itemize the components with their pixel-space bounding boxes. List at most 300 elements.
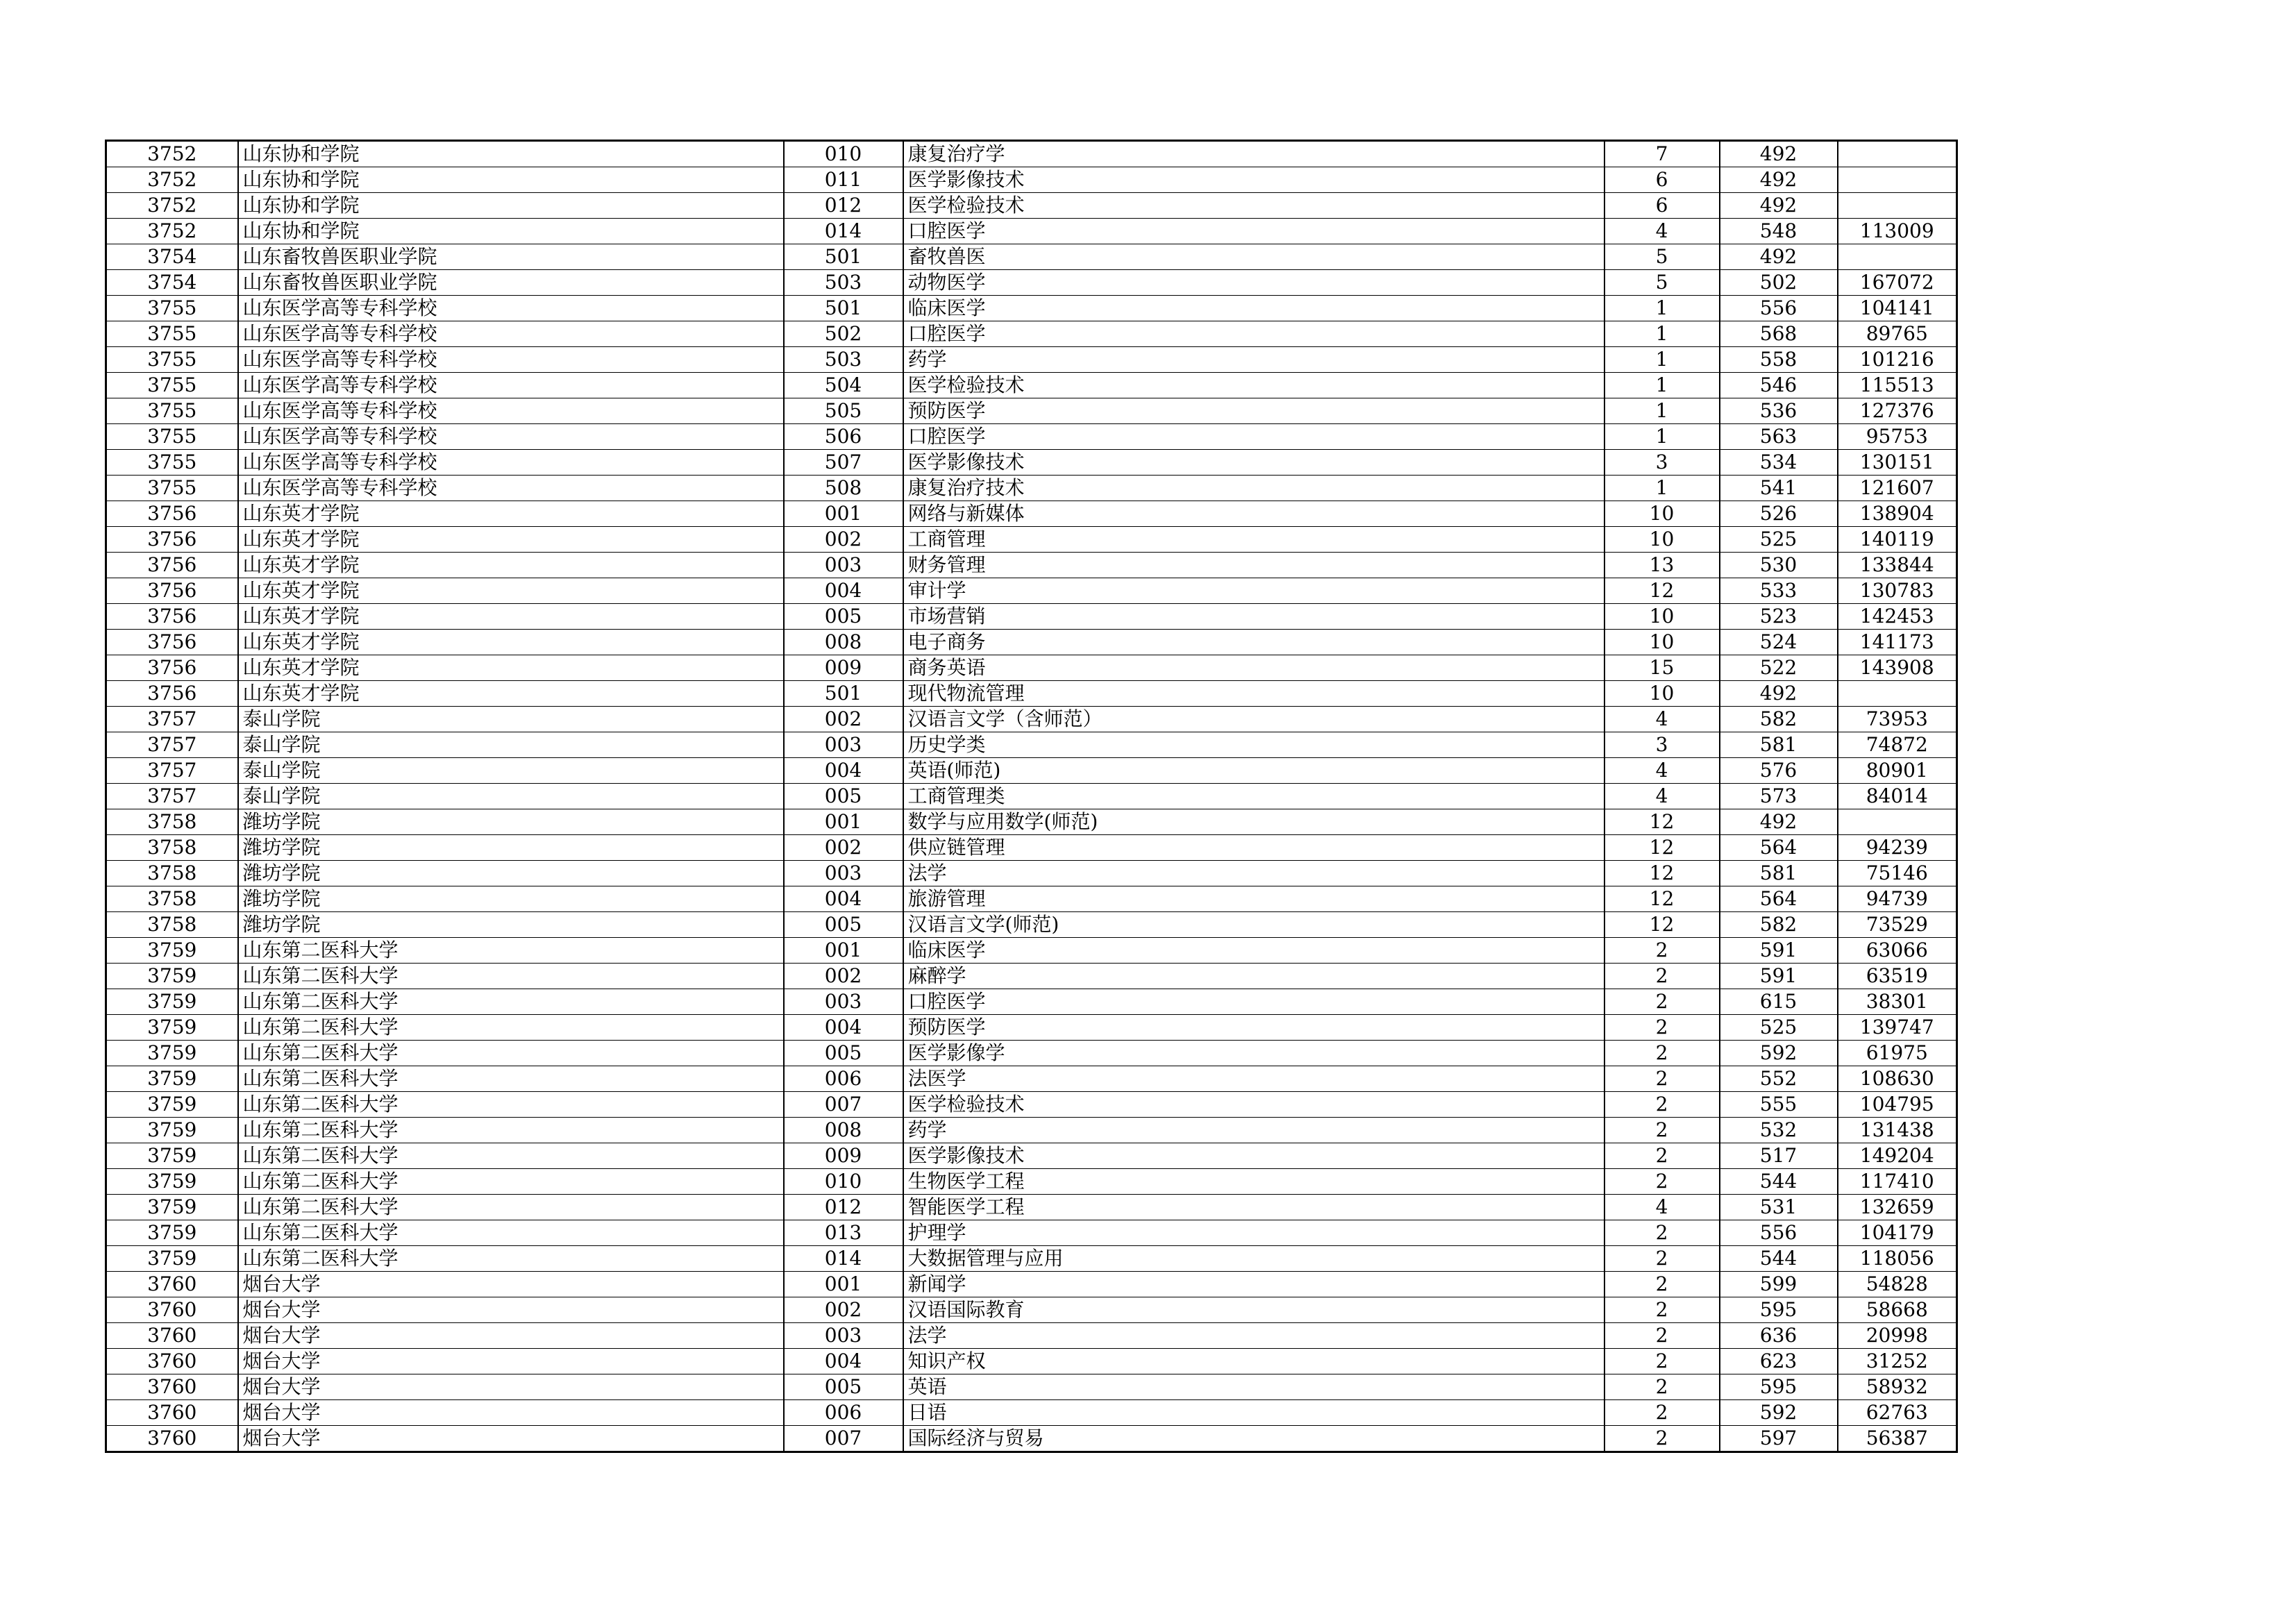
major-code-cell: 014	[784, 1246, 903, 1272]
table-row	[106, 732, 1957, 758]
major-name-cell: 大数据管理与应用	[903, 1246, 1604, 1272]
min-score-cell: 522	[1720, 655, 1838, 681]
major-name-cell: 医学影像技术	[903, 1143, 1604, 1169]
major-code-cell: 007	[784, 1426, 903, 1452]
min-rank-cell	[1838, 167, 1957, 193]
table-row	[106, 630, 1957, 655]
school-name-cell: 烟台大学	[238, 1272, 784, 1297]
major-name-cell: 药学	[903, 347, 1604, 373]
school-code-cell: 3759	[106, 1220, 238, 1246]
min-score-cell: 532	[1720, 1118, 1838, 1143]
major-code-cell: 006	[784, 1066, 903, 1092]
major-name-cell: 口腔医学	[903, 321, 1604, 347]
major-code-cell: 005	[784, 1041, 903, 1066]
major-code-cell: 003	[784, 989, 903, 1015]
major-code-cell: 004	[784, 886, 903, 912]
table-row	[106, 1041, 1957, 1066]
major-code-cell: 507	[784, 450, 903, 476]
major-name-cell: 汉语国际教育	[903, 1297, 1604, 1323]
major-name-cell: 医学影像技术	[903, 167, 1604, 193]
min-rank-cell: 62763	[1838, 1400, 1957, 1426]
plan-count-cell: 12	[1604, 861, 1720, 886]
school-name-cell: 山东畜牧兽医职业学院	[238, 244, 784, 270]
school-name-cell: 山东协和学院	[238, 193, 784, 219]
table-row	[106, 578, 1957, 604]
plan-count-cell: 2	[1604, 1066, 1720, 1092]
table-row	[106, 244, 1957, 270]
major-name-cell: 畜牧兽医	[903, 244, 1604, 270]
min-score-cell: 591	[1720, 964, 1838, 989]
plan-count-cell: 2	[1604, 989, 1720, 1015]
plan-count-cell: 10	[1604, 630, 1720, 655]
school-name-cell: 潍坊学院	[238, 861, 784, 886]
plan-count-cell: 2	[1604, 1323, 1720, 1349]
min-score-cell: 556	[1720, 1220, 1838, 1246]
school-name-cell: 烟台大学	[238, 1349, 784, 1374]
table-row	[106, 296, 1957, 321]
school-code-cell: 3754	[106, 270, 238, 296]
major-name-cell: 药学	[903, 1118, 1604, 1143]
min-rank-cell: 73953	[1838, 707, 1957, 732]
min-rank-cell: 139747	[1838, 1015, 1957, 1041]
min-score-cell: 492	[1720, 167, 1838, 193]
school-code-cell: 3759	[106, 964, 238, 989]
major-code-cell: 010	[784, 1169, 903, 1195]
min-score-cell: 492	[1720, 244, 1838, 270]
school-code-cell: 3759	[106, 1118, 238, 1143]
min-score-cell: 563	[1720, 424, 1838, 450]
major-name-cell: 口腔医学	[903, 219, 1604, 244]
school-code-cell: 3756	[106, 655, 238, 681]
school-name-cell: 山东英才学院	[238, 527, 784, 553]
major-code-cell: 005	[784, 1374, 903, 1400]
table-row	[106, 707, 1957, 732]
min-score-cell: 556	[1720, 296, 1838, 321]
min-rank-cell: 61975	[1838, 1041, 1957, 1066]
min-score-cell: 636	[1720, 1323, 1838, 1349]
school-name-cell: 山东第二医科大学	[238, 1220, 784, 1246]
min-rank-cell: 115513	[1838, 373, 1957, 398]
min-rank-cell: 133844	[1838, 553, 1957, 578]
plan-count-cell: 15	[1604, 655, 1720, 681]
school-code-cell: 3757	[106, 758, 238, 784]
min-score-cell: 525	[1720, 527, 1838, 553]
plan-count-cell: 3	[1604, 450, 1720, 476]
plan-count-cell: 1	[1604, 424, 1720, 450]
min-rank-cell: 121607	[1838, 476, 1957, 501]
min-rank-cell: 141173	[1838, 630, 1957, 655]
plan-count-cell: 4	[1604, 758, 1720, 784]
major-name-cell: 医学检验技术	[903, 1092, 1604, 1118]
min-rank-cell: 104179	[1838, 1220, 1957, 1246]
school-name-cell: 山东英才学院	[238, 655, 784, 681]
school-name-cell: 山东第二医科大学	[238, 1143, 784, 1169]
min-rank-cell: 149204	[1838, 1143, 1957, 1169]
major-name-cell: 财务管理	[903, 553, 1604, 578]
school-code-cell: 3756	[106, 578, 238, 604]
school-code-cell: 3760	[106, 1323, 238, 1349]
min-score-cell: 564	[1720, 835, 1838, 861]
plan-count-cell: 12	[1604, 809, 1720, 835]
major-name-cell: 现代物流管理	[903, 681, 1604, 707]
school-name-cell: 潍坊学院	[238, 809, 784, 835]
major-code-cell: 501	[784, 681, 903, 707]
min-score-cell: 582	[1720, 707, 1838, 732]
min-rank-cell	[1838, 244, 1957, 270]
table-row	[106, 1400, 1957, 1426]
min-rank-cell: 104141	[1838, 296, 1957, 321]
plan-count-cell: 4	[1604, 707, 1720, 732]
major-name-cell: 工商管理	[903, 527, 1604, 553]
min-rank-cell: 127376	[1838, 398, 1957, 424]
school-name-cell: 山东英才学院	[238, 501, 784, 527]
plan-count-cell: 2	[1604, 964, 1720, 989]
major-name-cell: 商务英语	[903, 655, 1604, 681]
table-row	[106, 1246, 1957, 1272]
school-name-cell: 山东第二医科大学	[238, 1066, 784, 1092]
major-name-cell: 电子商务	[903, 630, 1604, 655]
school-code-cell: 3760	[106, 1349, 238, 1374]
school-name-cell: 山东第二医科大学	[238, 1041, 784, 1066]
min-score-cell: 599	[1720, 1272, 1838, 1297]
plan-count-cell: 2	[1604, 1297, 1720, 1323]
school-code-cell: 3755	[106, 321, 238, 347]
school-code-cell: 3755	[106, 424, 238, 450]
school-code-cell: 3755	[106, 476, 238, 501]
major-code-cell: 503	[784, 270, 903, 296]
major-code-cell: 007	[784, 1092, 903, 1118]
min-score-cell: 526	[1720, 501, 1838, 527]
min-rank-cell: 130783	[1838, 578, 1957, 604]
min-rank-cell: 108630	[1838, 1066, 1957, 1092]
school-name-cell: 山东协和学院	[238, 167, 784, 193]
school-name-cell: 泰山学院	[238, 732, 784, 758]
min-score-cell: 595	[1720, 1374, 1838, 1400]
school-name-cell: 山东医学高等专科学校	[238, 347, 784, 373]
major-name-cell: 医学影像学	[903, 1041, 1604, 1066]
major-name-cell: 新闻学	[903, 1272, 1604, 1297]
major-code-cell: 004	[784, 758, 903, 784]
min-rank-cell: 132659	[1838, 1195, 1957, 1220]
major-name-cell: 网络与新媒体	[903, 501, 1604, 527]
major-name-cell: 数学与应用数学(师范)	[903, 809, 1604, 835]
min-score-cell: 517	[1720, 1143, 1838, 1169]
table-row	[106, 886, 1957, 912]
min-rank-cell: 143908	[1838, 655, 1957, 681]
school-name-cell: 山东英才学院	[238, 553, 784, 578]
min-score-cell: 492	[1720, 141, 1838, 167]
school-name-cell: 泰山学院	[238, 707, 784, 732]
school-code-cell: 3756	[106, 630, 238, 655]
major-code-cell: 505	[784, 398, 903, 424]
plan-count-cell: 10	[1604, 527, 1720, 553]
major-name-cell: 汉语言文学（含师范）	[903, 707, 1604, 732]
school-name-cell: 烟台大学	[238, 1426, 784, 1452]
major-code-cell: 009	[784, 655, 903, 681]
plan-count-cell: 12	[1604, 886, 1720, 912]
major-code-cell: 011	[784, 167, 903, 193]
plan-count-cell: 1	[1604, 373, 1720, 398]
school-name-cell: 潍坊学院	[238, 886, 784, 912]
min-rank-cell: 94739	[1838, 886, 1957, 912]
school-name-cell: 山东第二医科大学	[238, 1169, 784, 1195]
major-code-cell: 002	[784, 527, 903, 553]
major-name-cell: 医学检验技术	[903, 193, 1604, 219]
major-name-cell: 国际经济与贸易	[903, 1426, 1604, 1452]
school-name-cell: 山东英才学院	[238, 630, 784, 655]
major-name-cell: 法学	[903, 861, 1604, 886]
table-row	[106, 655, 1957, 681]
school-code-cell: 3759	[106, 1015, 238, 1041]
major-name-cell: 医学检验技术	[903, 373, 1604, 398]
school-code-cell: 3758	[106, 835, 238, 861]
min-score-cell: 544	[1720, 1246, 1838, 1272]
min-rank-cell: 118056	[1838, 1246, 1957, 1272]
table-row	[106, 476, 1957, 501]
school-name-cell: 山东第二医科大学	[238, 964, 784, 989]
min-score-cell: 581	[1720, 861, 1838, 886]
major-code-cell: 002	[784, 835, 903, 861]
min-score-cell: 531	[1720, 1195, 1838, 1220]
school-code-cell: 3759	[106, 1041, 238, 1066]
min-rank-cell: 63519	[1838, 964, 1957, 989]
plan-count-cell: 12	[1604, 578, 1720, 604]
major-name-cell: 麻醉学	[903, 964, 1604, 989]
school-code-cell: 3758	[106, 886, 238, 912]
table-row	[106, 1066, 1957, 1092]
school-code-cell: 3752	[106, 141, 238, 167]
school-name-cell: 山东第二医科大学	[238, 1246, 784, 1272]
plan-count-cell: 5	[1604, 270, 1720, 296]
major-code-cell: 010	[784, 141, 903, 167]
table-row	[106, 527, 1957, 553]
table-row	[106, 219, 1957, 244]
min-score-cell: 530	[1720, 553, 1838, 578]
table-row	[106, 1015, 1957, 1041]
min-rank-cell: 89765	[1838, 321, 1957, 347]
major-name-cell: 动物医学	[903, 270, 1604, 296]
plan-count-cell: 1	[1604, 476, 1720, 501]
min-score-cell: 558	[1720, 347, 1838, 373]
plan-count-cell: 12	[1604, 835, 1720, 861]
plan-count-cell: 3	[1604, 732, 1720, 758]
plan-count-cell: 2	[1604, 1272, 1720, 1297]
major-code-cell: 001	[784, 938, 903, 964]
school-name-cell: 山东英才学院	[238, 578, 784, 604]
school-code-cell: 3759	[106, 1143, 238, 1169]
major-code-cell: 008	[784, 1118, 903, 1143]
school-name-cell: 山东医学高等专科学校	[238, 321, 784, 347]
major-name-cell: 预防医学	[903, 1015, 1604, 1041]
school-code-cell: 3752	[106, 219, 238, 244]
min-rank-cell: 84014	[1838, 784, 1957, 809]
major-code-cell: 003	[784, 1323, 903, 1349]
plan-count-cell: 7	[1604, 141, 1720, 167]
major-name-cell: 临床医学	[903, 296, 1604, 321]
plan-count-cell: 1	[1604, 347, 1720, 373]
min-score-cell: 524	[1720, 630, 1838, 655]
school-name-cell: 山东第二医科大学	[238, 989, 784, 1015]
school-name-cell: 山东第二医科大学	[238, 1092, 784, 1118]
table-row	[106, 321, 1957, 347]
school-code-cell: 3760	[106, 1400, 238, 1426]
table-row	[106, 1092, 1957, 1118]
major-name-cell: 日语	[903, 1400, 1604, 1426]
min-score-cell: 548	[1720, 219, 1838, 244]
table-row	[106, 604, 1957, 630]
major-name-cell: 康复治疗技术	[903, 476, 1604, 501]
school-code-cell: 3757	[106, 784, 238, 809]
school-code-cell: 3759	[106, 1169, 238, 1195]
school-name-cell: 山东第二医科大学	[238, 1118, 784, 1143]
school-name-cell: 山东协和学院	[238, 141, 784, 167]
min-rank-cell: 167072	[1838, 270, 1957, 296]
table-row	[106, 1143, 1957, 1169]
min-rank-cell: 80901	[1838, 758, 1957, 784]
school-name-cell: 山东第二医科大学	[238, 938, 784, 964]
major-code-cell: 005	[784, 912, 903, 938]
table-row	[106, 167, 1957, 193]
plan-count-cell: 10	[1604, 501, 1720, 527]
plan-count-cell: 2	[1604, 938, 1720, 964]
major-code-cell: 012	[784, 193, 903, 219]
min-rank-cell: 58932	[1838, 1374, 1957, 1400]
table-row	[106, 835, 1957, 861]
major-name-cell: 医学影像技术	[903, 450, 1604, 476]
table-row	[106, 1349, 1957, 1374]
school-code-cell: 3755	[106, 347, 238, 373]
plan-count-cell: 2	[1604, 1246, 1720, 1272]
school-code-cell: 3755	[106, 398, 238, 424]
min-score-cell: 533	[1720, 578, 1838, 604]
school-code-cell: 3759	[106, 1066, 238, 1092]
major-code-cell: 014	[784, 219, 903, 244]
school-name-cell: 山东医学高等专科学校	[238, 296, 784, 321]
major-code-cell: 004	[784, 1015, 903, 1041]
min-rank-cell: 74872	[1838, 732, 1957, 758]
major-code-cell: 502	[784, 321, 903, 347]
min-rank-cell: 38301	[1838, 989, 1957, 1015]
major-name-cell: 生物医学工程	[903, 1169, 1604, 1195]
plan-count-cell: 4	[1604, 784, 1720, 809]
major-code-cell: 503	[784, 347, 903, 373]
min-score-cell: 555	[1720, 1092, 1838, 1118]
min-score-cell: 492	[1720, 681, 1838, 707]
min-score-cell: 546	[1720, 373, 1838, 398]
min-rank-cell: 31252	[1838, 1349, 1957, 1374]
major-name-cell: 智能医学工程	[903, 1195, 1604, 1220]
school-name-cell: 烟台大学	[238, 1297, 784, 1323]
major-code-cell: 002	[784, 964, 903, 989]
table-row	[106, 964, 1957, 989]
school-name-cell: 烟台大学	[238, 1323, 784, 1349]
school-code-cell: 3759	[106, 938, 238, 964]
major-code-cell: 001	[784, 809, 903, 835]
major-name-cell: 工商管理类	[903, 784, 1604, 809]
school-code-cell: 3758	[106, 809, 238, 835]
school-code-cell: 3759	[106, 1092, 238, 1118]
school-code-cell: 3759	[106, 1246, 238, 1272]
major-name-cell: 供应链管理	[903, 835, 1604, 861]
min-rank-cell: 75146	[1838, 861, 1957, 886]
plan-count-cell: 2	[1604, 1374, 1720, 1400]
min-rank-cell: 20998	[1838, 1323, 1957, 1349]
major-code-cell: 504	[784, 373, 903, 398]
major-code-cell: 003	[784, 553, 903, 578]
table-row	[106, 373, 1957, 398]
school-name-cell: 泰山学院	[238, 758, 784, 784]
min-score-cell: 492	[1720, 193, 1838, 219]
min-rank-cell: 56387	[1838, 1426, 1957, 1452]
table-row	[106, 989, 1957, 1015]
table-row	[106, 141, 1957, 167]
table-row	[106, 1297, 1957, 1323]
major-code-cell: 001	[784, 1272, 903, 1297]
table-row	[106, 347, 1957, 373]
plan-count-cell: 1	[1604, 296, 1720, 321]
plan-count-cell: 2	[1604, 1143, 1720, 1169]
major-name-cell: 英语	[903, 1374, 1604, 1400]
school-code-cell: 3755	[106, 450, 238, 476]
min-score-cell: 591	[1720, 938, 1838, 964]
school-code-cell: 3756	[106, 681, 238, 707]
major-name-cell: 市场营销	[903, 604, 1604, 630]
major-name-cell: 康复治疗学	[903, 141, 1604, 167]
table-row	[106, 758, 1957, 784]
min-score-cell: 568	[1720, 321, 1838, 347]
min-score-cell: 573	[1720, 784, 1838, 809]
major-name-cell: 口腔医学	[903, 424, 1604, 450]
min-rank-cell: 63066	[1838, 938, 1957, 964]
plan-count-cell: 1	[1604, 398, 1720, 424]
school-code-cell: 3755	[106, 296, 238, 321]
plan-count-cell: 2	[1604, 1220, 1720, 1246]
plan-count-cell: 6	[1604, 193, 1720, 219]
major-code-cell: 004	[784, 1349, 903, 1374]
min-rank-cell: 101216	[1838, 347, 1957, 373]
table-row	[106, 193, 1957, 219]
min-rank-cell: 94239	[1838, 835, 1957, 861]
min-score-cell: 523	[1720, 604, 1838, 630]
plan-count-cell: 1	[1604, 321, 1720, 347]
min-rank-cell: 138904	[1838, 501, 1957, 527]
table-row	[106, 398, 1957, 424]
school-code-cell: 3756	[106, 527, 238, 553]
plan-count-cell: 4	[1604, 219, 1720, 244]
school-code-cell: 3752	[106, 167, 238, 193]
school-name-cell: 山东医学高等专科学校	[238, 476, 784, 501]
min-rank-cell	[1838, 193, 1957, 219]
table-row	[106, 681, 1957, 707]
plan-count-cell: 2	[1604, 1118, 1720, 1143]
school-code-cell: 3760	[106, 1272, 238, 1297]
school-code-cell: 3758	[106, 912, 238, 938]
min-score-cell: 582	[1720, 912, 1838, 938]
school-name-cell: 潍坊学院	[238, 912, 784, 938]
major-code-cell: 005	[784, 784, 903, 809]
table-row	[106, 938, 1957, 964]
min-rank-cell: 73529	[1838, 912, 1957, 938]
admission-table	[105, 140, 1958, 1453]
min-score-cell: 492	[1720, 809, 1838, 835]
school-code-cell: 3758	[106, 861, 238, 886]
min-rank-cell: 95753	[1838, 424, 1957, 450]
school-code-cell: 3759	[106, 1195, 238, 1220]
table-body	[106, 141, 1957, 1452]
min-rank-cell: 58668	[1838, 1297, 1957, 1323]
min-score-cell: 525	[1720, 1015, 1838, 1041]
major-name-cell: 旅游管理	[903, 886, 1604, 912]
